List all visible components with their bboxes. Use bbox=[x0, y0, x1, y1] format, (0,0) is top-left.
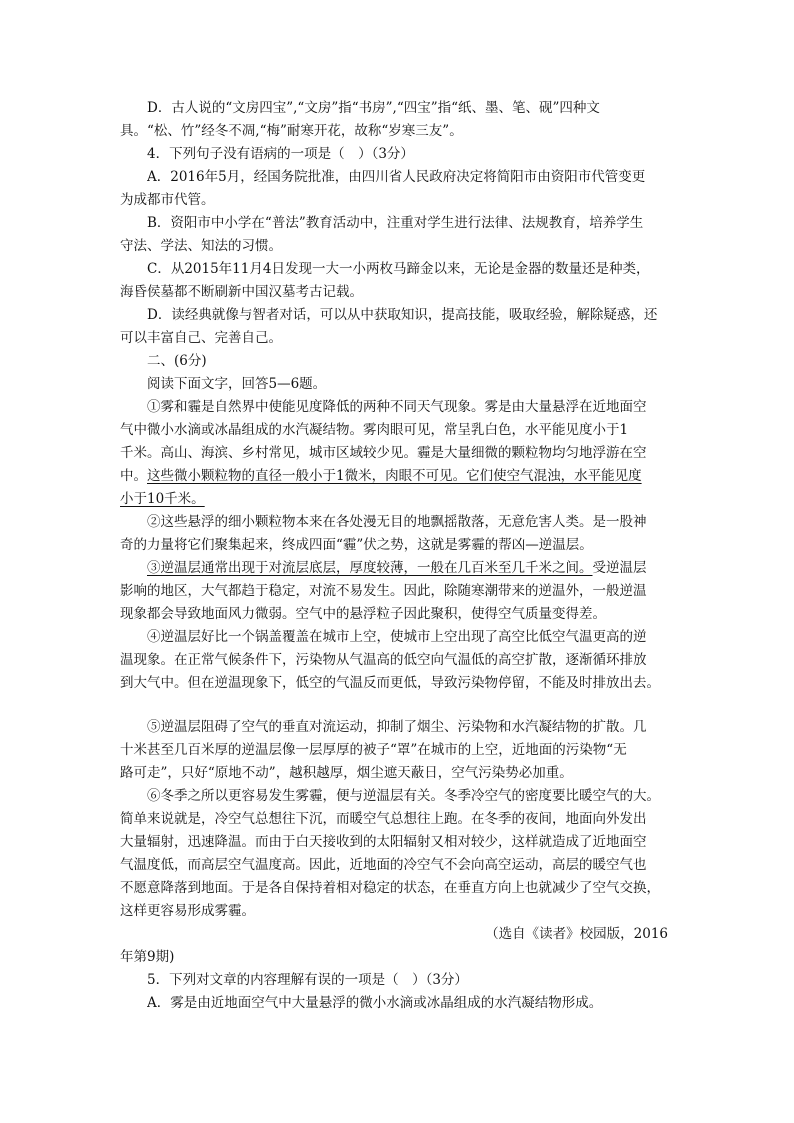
question-5-stem: 5．下列对文章的内容理解有误的一项是（ ）（3分） bbox=[147, 972, 468, 988]
question-5-option-a: A．雾是由近地面空气中大量悬浮的微小水滴或冰晶组成的水汽凝结物形成。 bbox=[147, 995, 603, 1011]
paragraph-1-line: 气中微小水滴或冰晶组成的水汽凝结物。雾肉眼可见，常呈乳白色，水平能见度小于1 bbox=[120, 422, 629, 438]
text-line: 海昏侯墓都不断刷新中国汉墓考古记载。 bbox=[120, 284, 363, 300]
paragraph-6-line: ⑥冬季之所以更容易发生雾霾，便与逆温层有关。冬季冷空气的密度要比暖空气的大。 bbox=[147, 788, 660, 804]
reading-instruction: 阅读下面文字，回答5—6题。 bbox=[147, 376, 327, 392]
paragraph-5-line: ⑤逆温层阻碍了空气的垂直对流运动，抑制了烟尘、污染物和水汽凝结物的扩散。几 bbox=[147, 719, 647, 735]
paragraph-1-underlined-line: 小于10千米。 bbox=[120, 491, 205, 507]
text-line: 具。“松、竹”经冬不凋,“梅”耐寒开花，故称“岁寒三友”。 bbox=[120, 123, 463, 139]
option-c-line: C．从2015年11月4日发现一大一小两枚马蹄金以来，无论是金器的数量还是种类， bbox=[147, 261, 650, 277]
source-citation-cont: 年第9期) bbox=[120, 949, 175, 965]
source-citation: （选自《读者》校园版，2016 bbox=[485, 926, 668, 942]
paragraph-6-line: 简单来说就是，冷空气总想往下沉，而暖空气总想往上跑。在冬季的夜间，地面向外发出 bbox=[120, 811, 647, 827]
paragraph-4-line: ④逆温层好比一个锅盖覆盖在城市上空，使城市上空出现了高空比低空气温更高的逆 bbox=[147, 629, 647, 645]
paragraph-1-line: ①雾和霾是自然界中使能见度降低的两种不同天气现象。雾是由大量悬浮在近地面空 bbox=[147, 399, 647, 415]
paragraph-1-underlined-line: 中。这些微小颗粒物的直径一般小于1微米，肉眼不可见。它们使空气混浊，水平能见度 bbox=[120, 468, 642, 484]
paragraph-4-line: 温现象。在正常气候条件下，污染物从气温高的低空向气温低的高空扩散，逐渐循环排放 bbox=[120, 652, 647, 668]
question-4-stem: 4．下列句子没有语病的一项是（ ）（3分） bbox=[147, 146, 414, 162]
paragraph-2-line: 奇的力量将它们聚集起来，终成四面“霾”伏之势，这就是雾霾的帮凶—逆温层。 bbox=[120, 537, 593, 553]
section-heading: 二、(6分) bbox=[147, 353, 207, 369]
paragraph-4-line: 到大气中。但在逆温现象下，低空的气温反而更低，导致污染物停留，不能及时排放出去。 bbox=[120, 675, 660, 691]
paragraph-5-line: 十米甚至几百米厚的逆温层像一层厚厚的被子“罩”在城市的上空，近地面的污染物“无 bbox=[120, 742, 627, 758]
option-a-line: A．2016年5月，经国务院批准，由四川省人民政府决定将简阳市由资阳市代管变更 bbox=[147, 169, 646, 185]
text-line: 为成都市代管。 bbox=[120, 192, 215, 208]
paragraph-1-line: 千米。高山、海滨、乡村常见，城市区域较少见。霾是大量细微的颗粒物均匀地浮游在空 bbox=[120, 445, 647, 461]
paragraph-3-underlined-line: ③逆温层通常出现于对流层底层，厚度较薄，一般在几百米至几千米之间。受逆温层 bbox=[147, 560, 647, 576]
paragraph-5-line: 路可走”，只好“原地不动”，越积越厚，烟尘遮天蔽日，空气污染势必加重。 bbox=[120, 765, 573, 781]
text-line: 守法、学法、知法的习惯。 bbox=[120, 238, 282, 254]
paragraph-3-line: 现象都会导致地面风力微弱。空气中的悬浮粒子因此聚积，使得空气质量变得差。 bbox=[120, 606, 606, 622]
option-d-line: D．读经典就像与智者对话，可以从中获取知识，提高技能，吸取经验，解除疑惑，还 bbox=[147, 307, 658, 323]
paragraph-6-line: 不愿意降落到地面。于是各自保持着相对稳定的状态，在垂直方向上也就减少了空气交换， bbox=[120, 880, 660, 896]
option-b-line: B．资阳市中小学在“普法”教育活动中，注重对学生进行法律、法规教育，培养学生 bbox=[147, 215, 644, 231]
paragraph-6-line: 气温度低，而高层空气温度高。因此，近地面的冷空气不会向高空运动，高层的暖空气也 bbox=[120, 857, 647, 873]
text-line: D．古人说的“文房四宝”,“文房”指“书房”,“四宝”指“纸、墨、笔、砚”四种文 bbox=[147, 100, 600, 116]
paragraph-3-line: 影响的地区，大气都趋于稳定，对流不易发生。因此，除随寒潮带来的逆温外，一般逆温 bbox=[120, 583, 647, 599]
paragraph-2-line: ②这些悬浮的细小颗粒物本来在各处漫无目的地飘摇散落，无意危害人类。是一股神 bbox=[147, 514, 647, 530]
paragraph-6-line: 大量辐射，迅速降温。而由于白天接收到的太阳辐射又相对较少，这样就造成了近地面空 bbox=[120, 834, 647, 850]
paragraph-6-line: 这样更容易形成雾霾。 bbox=[120, 903, 255, 919]
text-line: 可以丰富自己、完善自己。 bbox=[120, 330, 282, 346]
